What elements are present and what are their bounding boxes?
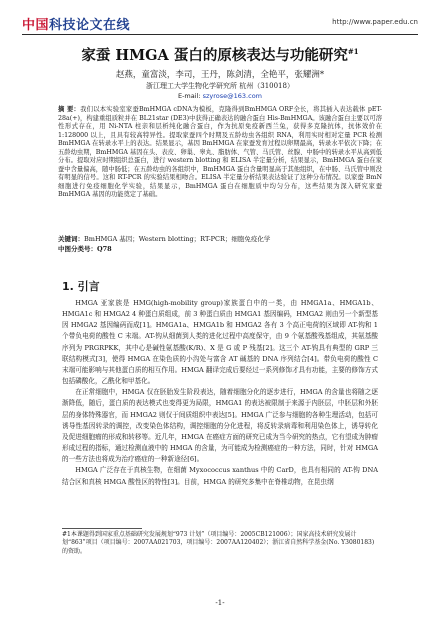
paper-authors: 赵燕，童富淡，李司，王丹，陈剑清，全艳平，张耀洲* [115, 70, 325, 80]
abstract [58, 106, 382, 200]
body-paragraph: HMGA 广泛存在于真核生物，在细菌 Myxococcus xanthus 中的 CarD，也具有相同的 AT-钩 DNA 结合区和真核 HMGA 酸性区的特性[3]。目前，HMGA 的研究多集中在脊椎动物，在昆虫纲 [62, 466, 378, 486]
email-link[interactable]: szyrose@163.com [202, 92, 263, 100]
abstract-label: 摘 要： [58, 106, 81, 113]
page-number: -1- [215, 599, 225, 607]
contact-email: E-mail: szyrose@163.com [177, 92, 263, 100]
title-footnote-mark: #1 [347, 47, 359, 57]
funding-footnote: #1本课题得到国家重点基础研究发展规划“973 计划”（项目编号：2005CB121006）；国家高技术研究发展计划“863”项目（项目编号：2007AA021703，项目编号：2007AA120402）；浙江省自然科学基金(No. Y3080183)的资助。 [62, 531, 375, 555]
site-header [22, 8, 418, 35]
keywords: 关键词：BmHMGA 基因；Western blotting；RT-PCR；细胞免疫化学 [58, 235, 271, 243]
paper-affiliation: 浙江理工大学生物化学研究所 杭州（310018） [146, 82, 294, 90]
site-logo[interactable]: 中国科技论文在线 [22, 18, 131, 33]
footnote-divider [62, 528, 142, 529]
section-title-introduction: 1. 引言 [62, 280, 100, 293]
body-text [62, 298, 378, 488]
classification-number: 中图分类号：Q78 [58, 245, 112, 253]
abstract-text: 我们以本实验室家蚕BmHMGA cDNA为模板，克隆得到BmHMGA ORF全长，将其插入表达载体 pET-28a(+)，构建重组质粒并在 BL21star (DE3)中获得正确表达的融合蛋白 His-BmHMGA。该融合蛋白主要以可溶性形式存在，用 Ni-NTA 柱亲和层析纯化融合蛋白，作为抗原免疫新西兰兔，获得多克隆抗体，抗体效价在 1:128000 以上，且具有较高特异性。提取家蚕四个时期及五龄幼虫各组织 RNA，利用实时相对定量 PCR 检测 BmHMGA 在转录水平上的表达。结果显示，基因 BmHMGA 在家蚕发育过程以卵期最高，转录水平依次下降；在五龄幼虫期，BmHMGA 基因在头、表皮、卵巢、睾丸、脂肪体、气管、马氏管、丝腺、中肠中的转录水平从高到低分布。提取对应时期组织总蛋白，进行 western blotting 和 ELISA 半定量分析，结果显示，BmHMGA 蛋白在家蚕中含量偏高，随中肠低；在五龄幼虫的各组织中，BmHMGA 蛋白含量明显高于其他组织，在中肠、马氏管中则没有明显的信号。这和 RT-PCR 的实验结果相吻合。ELISA 半定量分析结果表达验证了这种分布情况。以家蚕 BmN 细胞进行免疫细胞化学实验，结果显示，BmHMGA 蛋白在细胞质中均匀分布，这些结果为深入研究家蚕 BmHMGA 基因的功能奠定了基础。 [58, 106, 382, 199]
paper-title: 家蚕 HMGA 蛋白的原核表达与功能研究$^{\#1}$ [81, 47, 359, 64]
body-paragraph: 在正常细胞中，HMGA 仅在胚胎发生阶段表达，随着细胞分化的逐步进行，HMGA 的含量也将随之逐渐降低，随后，蛋白质的表达模式也变得更为局限，HMGA1 的表达被限制于来源于内胚层，中胚层和外胚层的身体特殊器官，而 HMGA2 则仅于间质组织中表达[5]。HMGA 广泛参与细胞的各种生理活动，包括可诱导性基因转录的调控，改变染色体结构，调控细胞的分化进程，将反转录病毒和利用染色体上，诱导转化及促进细胞瘤的形成和转移等。近几年，HMGA 在癌症方面的研究已成为当今研究的热点，它有望成为肿瘤形成过程的指标，通过检测血液中的 HMGA 的含量，为可能成为检测癌症的一种方法，同时，针对 HMGA 的一些方法也将成为治疗癌症的一种新途径[6]。 [62, 388, 378, 464]
site-url[interactable]: http://www.paper.edu.cn [332, 18, 418, 26]
body-paragraph: HMGA 亚家族是 HMG(high-mobility group)家族蛋白中的一类，由 HMGA1a、HMGA1b、HMGA1c 和 HMGA2 4 种蛋白质组成，前 3 种蛋白质由 HMGA1 基因编码，HMGA2 则由另一个新型基因 HMGA2 基因编码而成[1]。HMGA1a、HMGA1b 和 HMGA2 各有 3 个高正电荷的区域即 AT-钩和 1 个带负电荷的酸性 C 末端。AT-钩从细菌到人类的进化过程中高度保守，由 9 个氨基酸残基组成，其氨基酸序列为 PRGRPKK，其中心是碱性氨基酸(K/R)、X 是 G 或 P 残基[2]。这三个 AT-钩具有典型的 GRP 三联结构模式[3]，使得 HMGA 在染色质的小沟处与富含 AT 碱基的 DNA 序列结合[4]。带负电荷的酸性 C 末端可能影响与其他蛋白质的相互作用。HMGA 翻译完成后要经过一系列修饰才具有功能，主要的修饰方式包括磷酸化，乙酰化和甲基化。 [62, 299, 378, 386]
